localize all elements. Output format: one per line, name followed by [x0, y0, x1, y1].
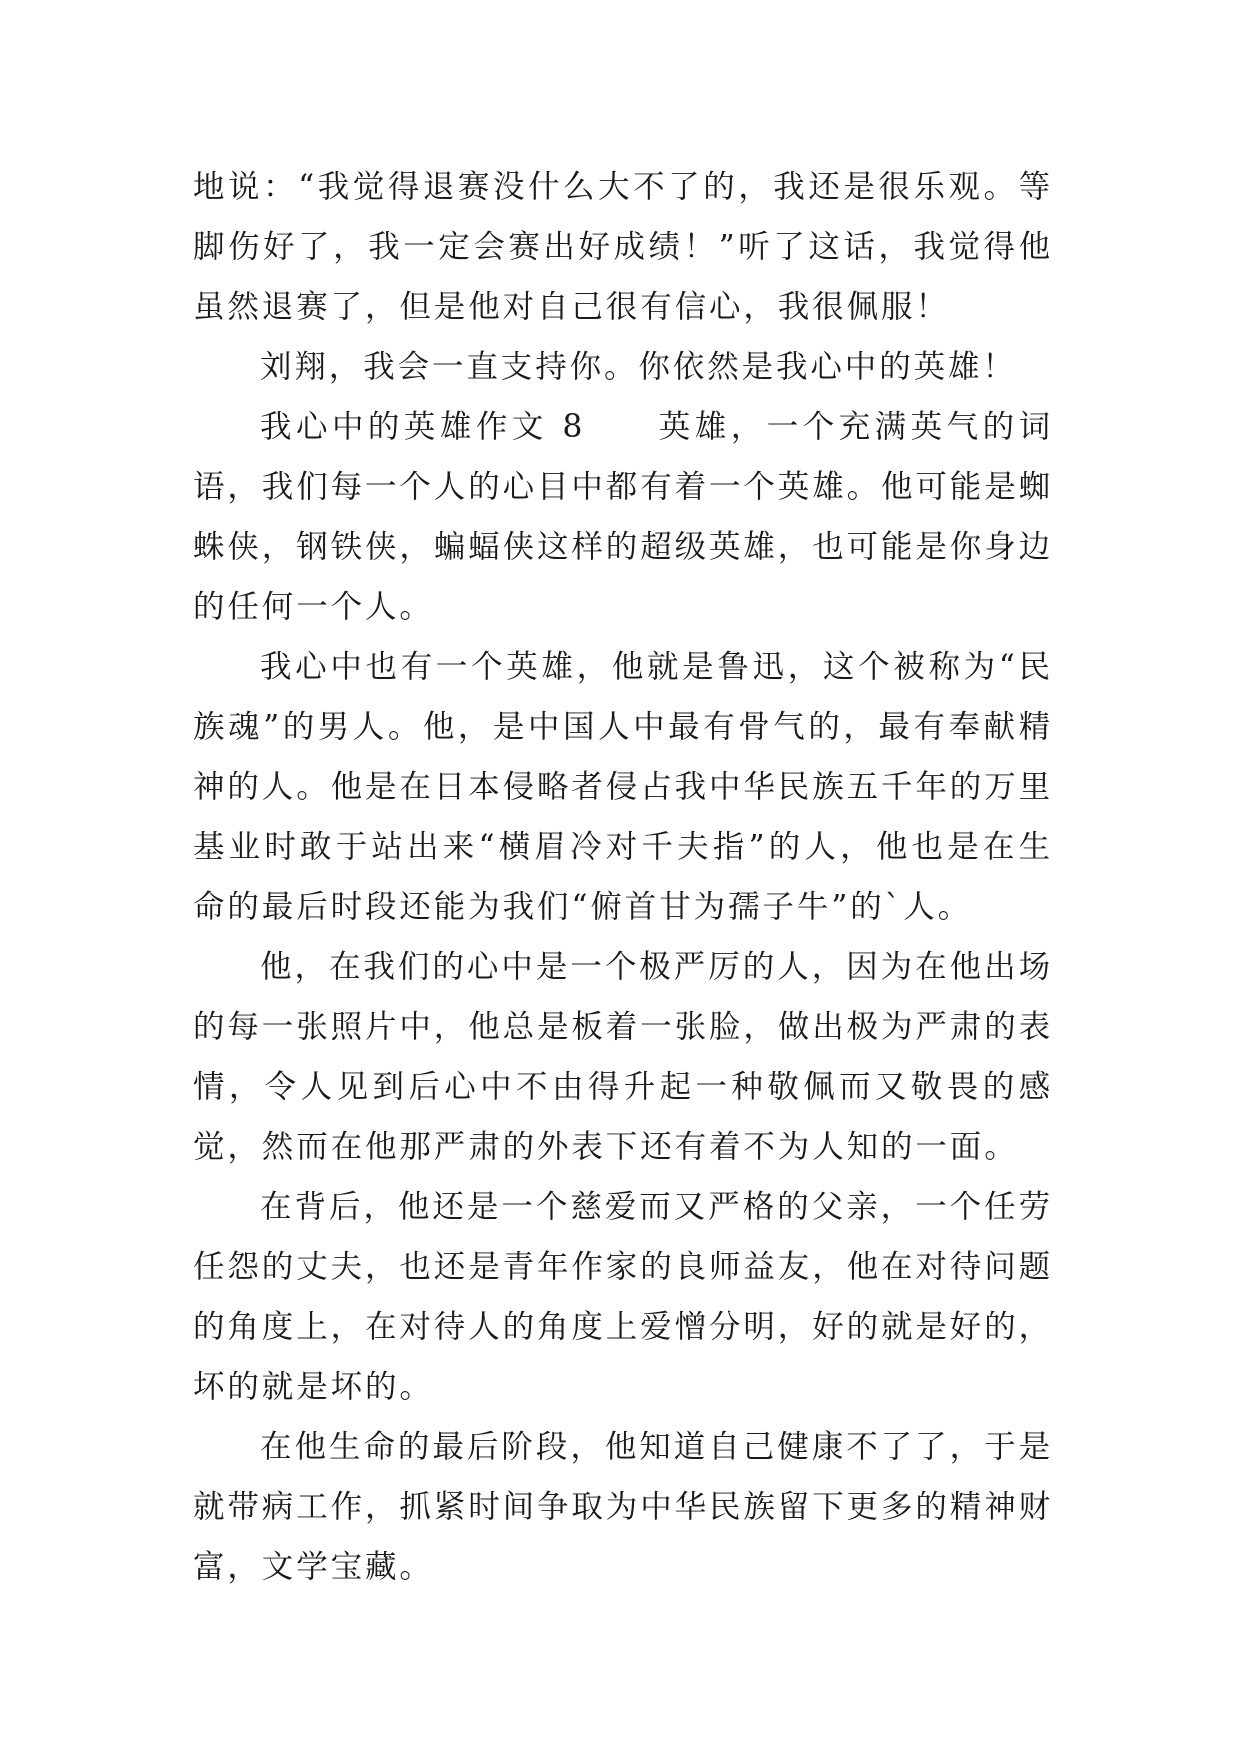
paragraph-continuation: 地说：“我觉得退赛没什么大不了的，我还是很乐观。等脚伤好了，我一定会赛出好成绩！”听了这话，我觉得他虽然退赛了，但是他对自己很有信心，我很佩服！: [193, 169, 1053, 325]
paragraph-behind-scenes: 在背后，他还是一个慈爱而又严格的父亲，一个任劳任怨的丈夫，也还是青年作家的良师益友，他在对待问题的角度上，在对待人的角度上爱憎分明，好的就是好的，坏的就是坏的。: [193, 1189, 1054, 1405]
paragraph-strict-person: 他，在我们的心中是一个极严厉的人，因为在他出场的每一张照片中，他总是板着一张脸，做出极为严肃的表情，令人见到后心中不由得升起一种敬佩而又敬畏的感觉，然而在他那严肃的外表下还有着不为人知的一面。: [193, 949, 1054, 1165]
document-body: [193, 157, 1053, 1597]
paragraph-last-stage: 在他生命的最后阶段，他知道自己健康不了了，于是就带病工作，抓紧时间争取为中华民族留下更多的精神财富，文学宝藏。: [193, 1429, 1054, 1585]
paragraph-liu-xiang: 刘翔，我会一直支持你。你依然是我心中的英雄！: [260, 349, 1017, 385]
paragraph-lu-xun-hero: 我心中也有一个英雄，他就是鲁迅，这个被称为“民族魂”的男人。他，是中国人中最有骨气的，最有奉献精神的人。他是在日本侵略者侵占我中华民族五千年的万里基业时敢于站出来“横眉冷对千夫指”的人，他也是在生命的最后时段还能为我们“俯首甘为孺子牛”的`人。: [193, 649, 1054, 925]
paragraph-essay-8-intro: 我心中的英雄作文 8 英雄，一个充满英气的词语，我们每一个人的心目中都有着一个英雄。他可能是蜘蛛侠，钢铁侠，蝙蝠侠这样的超级英雄，也可能是你身边的任何一个人。: [193, 409, 1054, 625]
